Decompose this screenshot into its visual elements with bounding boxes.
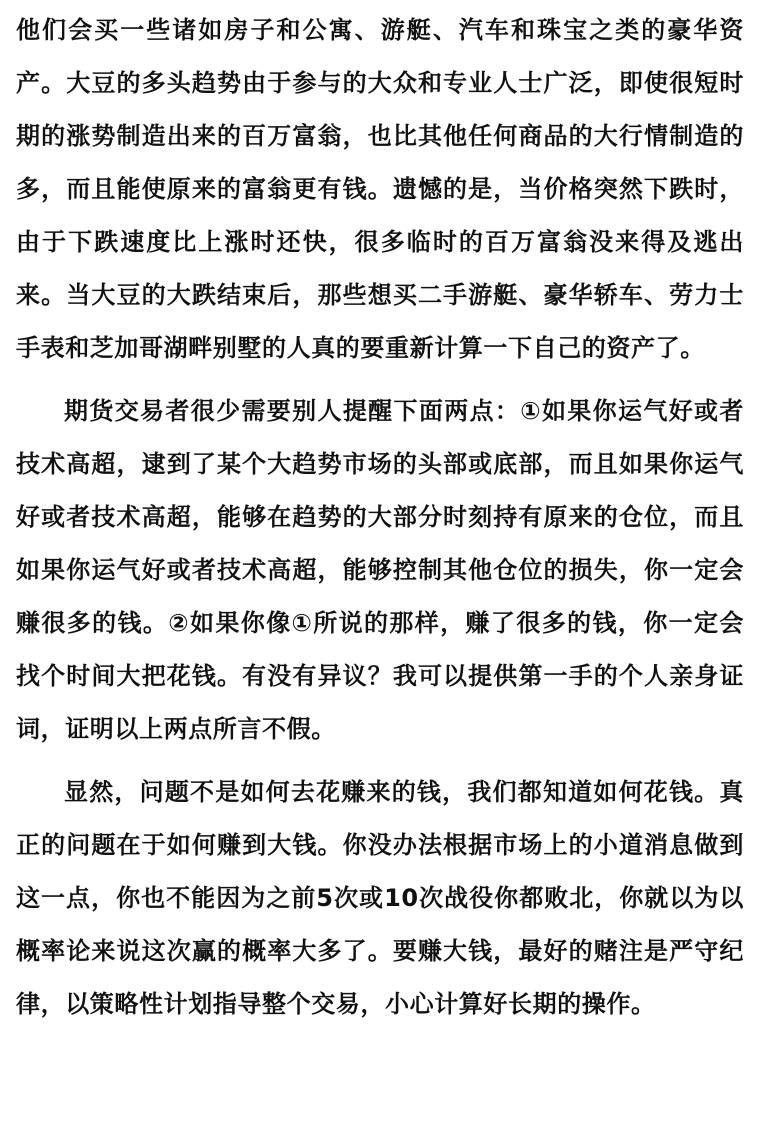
paragraph-big-money: 显然，问题不是如何去花赚来的钱，我们都知道如何花钱。真正的问题在于如何赚到大钱。你没办法根据市场上的小道消息做到这一点，你也不能因为之前5次或10次战役你都败北，你就以为以概率论来说这次赢的概率大多了。要赚大钱，最好的赌注是严守纪律，以策略性计划指导整个交易，小心计算好长期的操作。 (16, 778, 744, 1018)
paragraph-two-points: 期货交易者很少需要别人提醒下面两点：①如果你运气好或者技术高超，逮到了某个大趋势市场的头部或底部，而且如果你运气好或者技术高超，能够在趋势的大部分时刻持有原来的仓位，而且如果你运气好或者技术高超，能够控制其他仓位的损失，你一定会赚很多的钱。②如果你像①所说的那样，赚了很多的钱，你一定会找个时间大把花钱。有没有异议？我可以提供第一手的个人亲身证词，证明以上两点所言不假。 (16, 397, 744, 743)
paragraph-continuation: 他们会买一些诸如房子和公寓、游艇、汽车和珠宝之类的豪华资产。大豆的多头趋势由于参与的大众和专业人士广泛，即使很短时期的涨势制造出来的百万富翁，也比其他任何商品的大行情制造的多，而且能使原来的富翁更有钱。遗憾的是，当价格突然下跌时，由于下跌速度比上涨时还快，很多临时的百万富翁没来得及逃出来。当大豆的大跌结束后，那些想买二手游艇、豪华轿车、劳力士手表和芝加哥湖畔别墅的人真的要重新计算一下自己的资产了。 (16, 16, 744, 362)
